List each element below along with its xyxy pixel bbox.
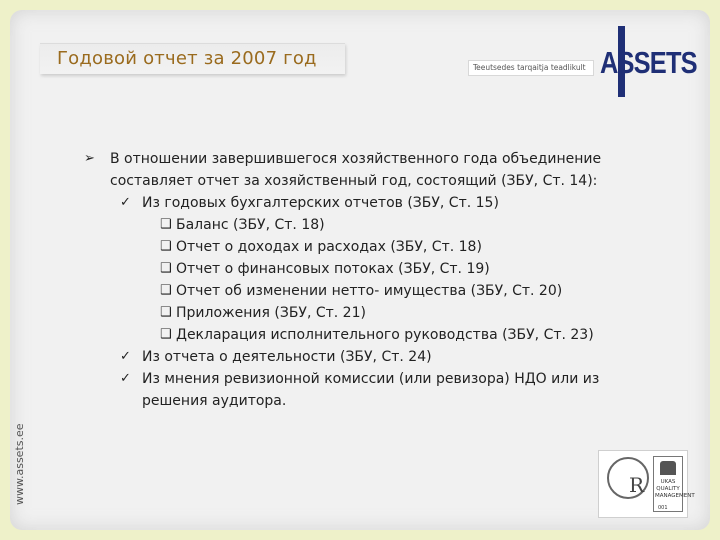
crown-icon xyxy=(660,461,676,475)
sub-list-item xyxy=(82,324,622,346)
square-bullet-icon: ❑ xyxy=(160,327,172,342)
intro-item xyxy=(82,148,622,192)
ukas-number: 001 xyxy=(658,505,668,511)
page-title: Годовой отчет за 2007 год xyxy=(57,48,317,69)
sub-list-item xyxy=(82,302,622,324)
list-item xyxy=(82,368,622,412)
ukas-badge xyxy=(653,456,695,512)
registered-mark: R xyxy=(629,473,645,497)
list-item-label: Из отчета о деятельности (ЗБУ, Ст. 24) xyxy=(142,349,432,365)
sub-list-item xyxy=(82,236,622,258)
sub-list-item xyxy=(82,258,622,280)
certification-badge xyxy=(598,450,695,518)
sub-list-item-label: Отчет об изменении нетто- имущества (ЗБУ, Ст. 20) xyxy=(176,283,563,299)
tagline-box xyxy=(468,60,594,76)
list-item-label: Из мнения ревизионной комиссии (или ревизора) НДО или из решения аудитора. xyxy=(142,371,600,409)
sub-list-item-label: Отчет о доходах и расходах (ЗБУ, Ст. 18) xyxy=(176,239,482,255)
square-bullet-icon: ❑ xyxy=(160,305,172,320)
side-url: www.assets.ee xyxy=(13,423,26,505)
sub-list-item-label: Отчет о финансовых потоках (ЗБУ, Ст. 19) xyxy=(176,261,490,277)
check-bullet-icon: ✓ xyxy=(120,371,131,386)
sub-list-item-label: Баланс (ЗБУ, Ст. 18) xyxy=(176,217,325,233)
sub-list-item-label: Приложения (ЗБУ, Ст. 21) xyxy=(176,305,366,321)
ukas-text: UKAS QUALITY MANAGEMENT xyxy=(655,479,695,499)
square-bullet-icon: ❑ xyxy=(160,217,172,232)
square-bullet-icon: ❑ xyxy=(160,283,172,298)
check-bullet-icon: ✓ xyxy=(120,195,131,210)
list-item xyxy=(82,192,622,214)
quality-seal-icon xyxy=(607,457,649,499)
title-bar xyxy=(40,43,345,74)
sub-list-item-label: Декларация исполнительного руководства (ЗБУ, Ст. 23) xyxy=(176,327,594,343)
sub-list-item xyxy=(82,280,622,302)
list-item-label: Из годовых бухгалтерских отчетов (ЗБУ, Ст. 15) xyxy=(142,195,499,211)
check-bullet-icon: ✓ xyxy=(120,349,131,364)
square-bullet-icon: ❑ xyxy=(160,239,172,254)
square-bullet-icon: ❑ xyxy=(160,261,172,276)
tagline: Teeutsedes tarqaitja teadlikult xyxy=(473,62,586,72)
sub-list-item xyxy=(82,214,622,236)
content-body xyxy=(82,148,622,412)
assets-logo: ASSETS xyxy=(600,45,697,80)
intro-text: В отношении завершившегося хозяйственного года объединение составляет отчет за хозяйственный год, состоящий (ЗБУ, Ст. 14): xyxy=(110,151,602,189)
list-item xyxy=(82,346,622,368)
arrow-bullet-icon: ➢ xyxy=(84,151,95,166)
